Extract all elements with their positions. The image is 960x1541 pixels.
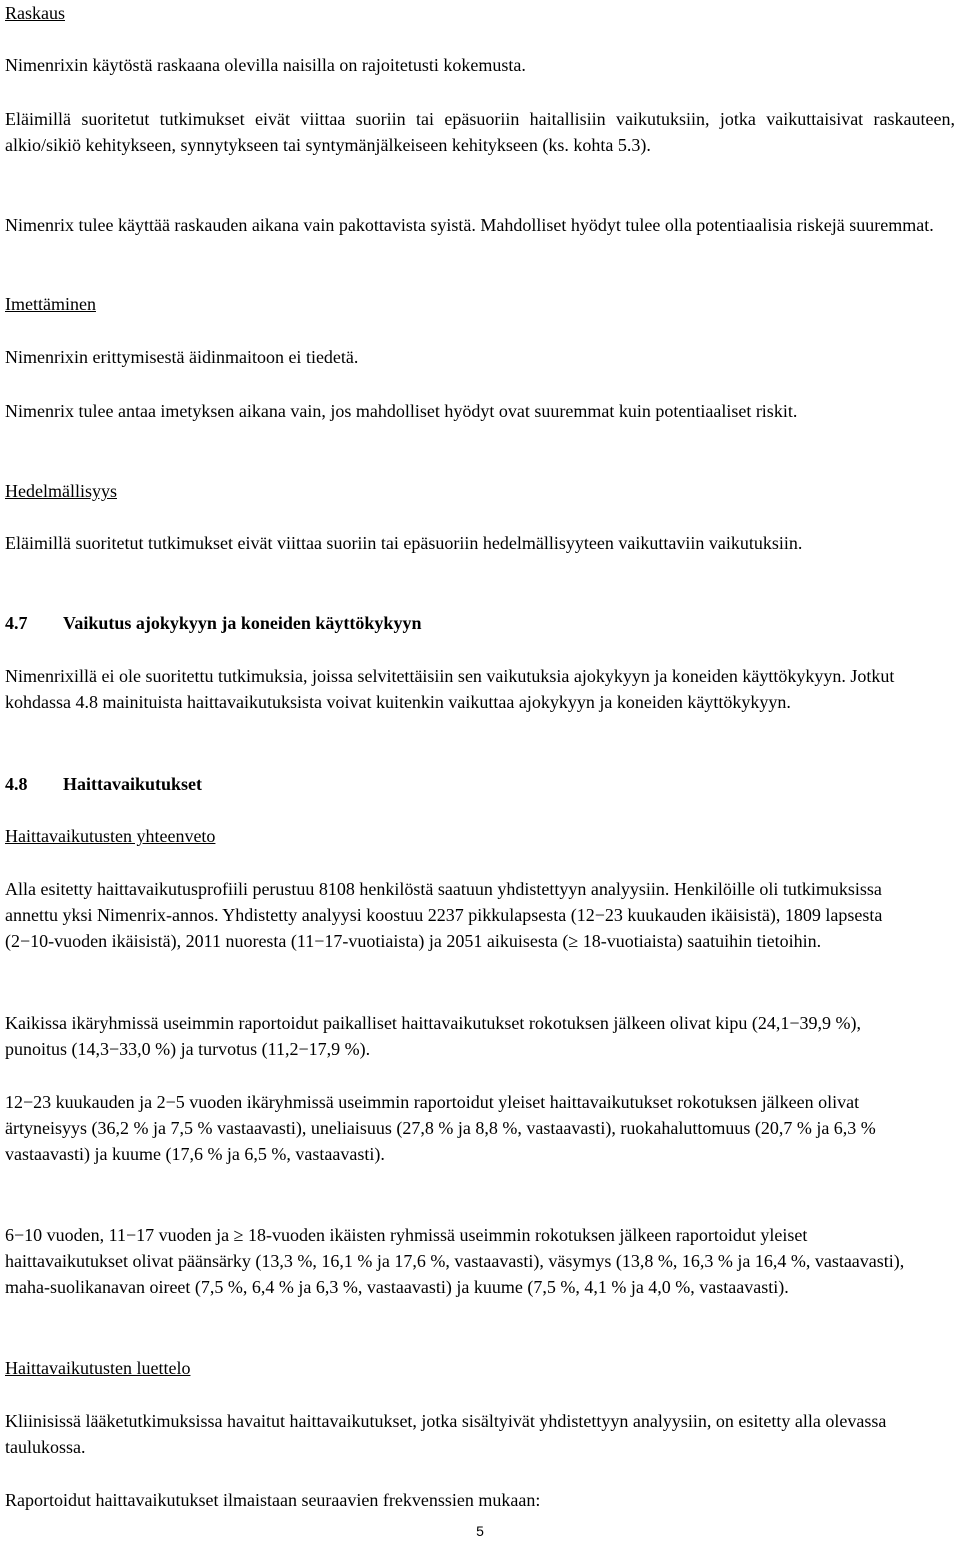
fertility-heading: Hedelmällisyys <box>5 481 117 501</box>
section-4-8-heading <box>5 771 202 797</box>
breastfeeding-heading: Imettäminen <box>5 294 96 314</box>
pregnancy-paragraph-3: Nimenrix tulee käyttää raskauden aikana vain pakottavista syistä. Mahdolliset hyödyt tulee olla potentiaalisia riskejä suuremmat. <box>5 215 934 235</box>
summary-paragraph-1: Alla esitetty haittavaikutusprofiili perustuu 8108 henkilöstä saatuun yhdistettyyn analyysiin. Henkilöille oli tutkimuksissa annettu yksi Nimenrix-annos. Yhdistetty analyysi koostuu 2237 pikkulapsesta (12−23 kuukauden ikäisistä), 1809 lapsesta (2−10-vuoden ikäisistä), 2011 nuoresta (11−17-vuotiaista) ja 2051 aikuisesta (≥ 18-vuotiaista) saatuihin tietoihin. <box>5 879 883 951</box>
pregnancy-heading: Raskaus <box>5 3 65 23</box>
list-heading: Haittavaikutusten luettelo <box>5 1358 191 1378</box>
breastfeeding-paragraph-1: Nimenrixin erittymisestä äidinmaitoon ei tiedetä. <box>5 347 359 367</box>
section-number: 4.7 <box>5 613 28 633</box>
section-4-7-heading <box>5 610 421 636</box>
breastfeeding-paragraph-2: Nimenrix tulee antaa imetyksen aikana vain, jos mahdolliset hyödyt ovat suuremmat kuin potentiaaliset riskit. <box>5 401 798 421</box>
section-4-7-paragraph-1: Nimenrixillä ei ole suoritettu tutkimuksia, joissa selvitettäisiin sen vaikutuksia ajokykyyn ja koneiden käyttökykyyn. Jotkut kohdassa 4.8 mainituista haittavaikutuksista voivat kuitenkin vaikuttaa ajokykyyn ja koneiden käyttökykyyn. <box>5 666 895 712</box>
section-title: Haittavaikutukset <box>63 774 203 794</box>
list-paragraph-2: Raportoidut haittavaikutukset ilmaistaan seuraavien frekvenssien mukaan: <box>5 1490 541 1510</box>
summary-paragraph-3: 12−23 kuukauden ja 2−5 vuoden ikäryhmissä useimmin raportoidut yleiset haittavaikutukset rokotuksen jälkeen olivat ärtyneisyys (36,2 % ja 7,5 % vastaavasti), uneliaisuus (27,8 % ja 8,8 %, vastaavasti), ruokahaluttomuus (20,7 % ja 6,3 % vastaavasti) ja kuume (17,6 % ja 6,5 %, vastaavasti). <box>5 1092 876 1164</box>
summary-paragraph-4: 6−10 vuoden, 11−17 vuoden ja ≥ 18-vuoden ikäisten ryhmissä useimmin rokotuksen jälkeen raportoidut yleiset haittavaikutukset olivat päänsärky (13,3 %, 16,1 % ja 17,6 %, vastaavasti), väsymys (13,8 %, 16,3 % ja 16,4 %, vastaavasti), maha-suolikanavan oireet (7,5 %, 6,4 % ja 6,3 %, vastaavasti) ja kuume (7,5 %, 4,1 % ja 4,0 %, vastaavasti). <box>5 1225 905 1297</box>
page-number: 5 <box>476 1523 484 1539</box>
summary-heading: Haittavaikutusten yhteenveto <box>5 826 216 846</box>
fertility-paragraph-1: Eläimillä suoritetut tutkimukset eivät viittaa suoriin tai epäsuoriin hedelmällisyyteen vaikuttaviin vaikutuksiin. <box>5 533 803 553</box>
summary-paragraph-2: Kaikissa ikäryhmissä useimmin raportoidut paikalliset haittavaikutukset rokotuksen jälkeen olivat kipu (24,1−39,9 %), punoitus (14,3−33,0 %) ja turvotus (11,2−17,9 %). <box>5 1013 861 1059</box>
list-paragraph-1: Kliinisissä lääketutkimuksissa havaitut haittavaikutukset, jotka sisältyivät yhdistettyyn analyysiin, on esitetty alla olevassa taulukossa. <box>5 1411 887 1457</box>
section-number: 4.8 <box>5 774 28 794</box>
pregnancy-paragraph-1: Nimenrixin käytöstä raskaana olevilla naisilla on rajoitetusti kokemusta. <box>5 55 526 75</box>
pregnancy-paragraph-2: Eläimillä suoritetut tutkimukset eivät viittaa suoriin tai epäsuoriin haitallisiin vaikutuksiin, jotka vaikuttaisivat raskauteen, alkio/sikiö kehitykseen, synnytykseen tai syntymänjälkeiseen kehitykseen (ks. kohta 5.3). <box>5 109 955 155</box>
section-title: Vaikutus ajokykyyn ja koneiden käyttökykyyn <box>63 613 422 633</box>
